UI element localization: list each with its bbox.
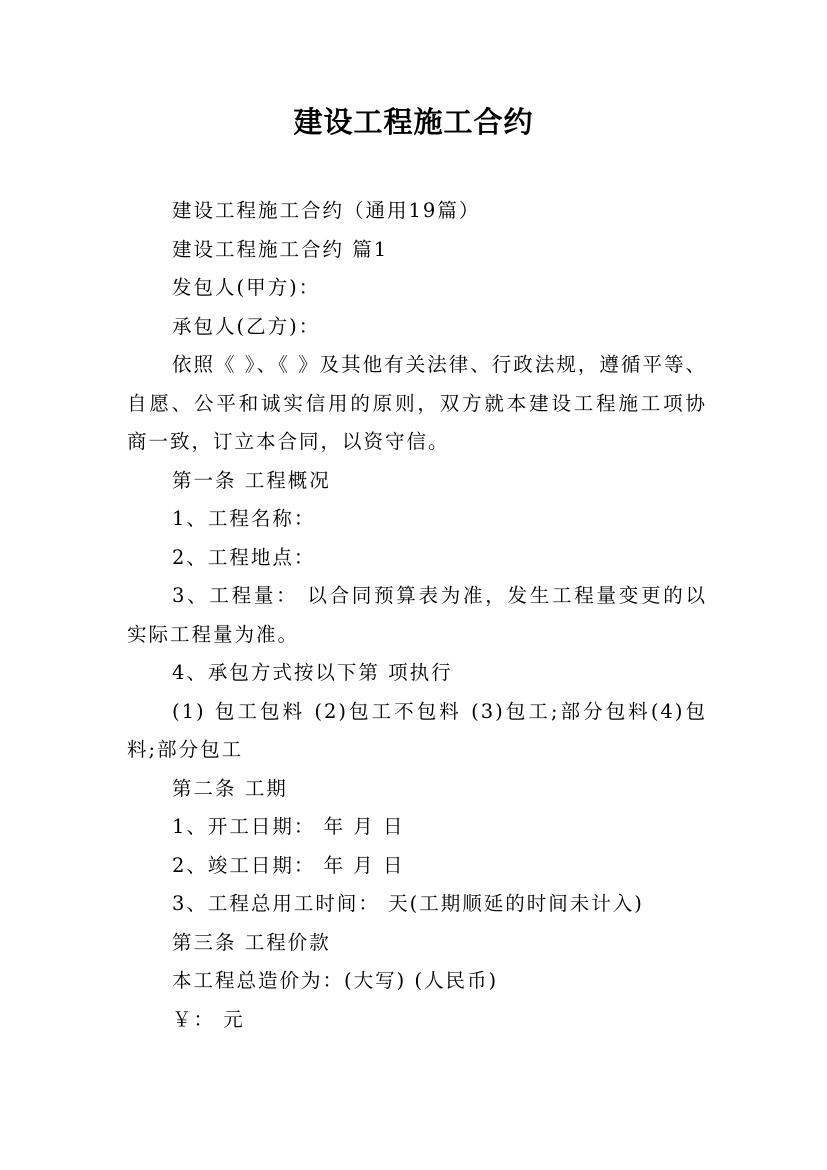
paragraph-article-3: 第三条 工程价款	[172, 930, 331, 954]
paragraph-start-date: 1、开工日期： 年 月 日	[172, 815, 405, 838]
paragraph-completion-date: 2、竣工日期： 年 月 日	[172, 853, 405, 877]
paragraph-project-name: 1、工程名称：	[172, 507, 316, 530]
paragraph-total-price: 本工程总造价为：(大写) (人民币)	[172, 969, 499, 992]
document-body	[127, 192, 707, 1039]
document-title: 建设工程施工合约	[293, 105, 534, 139]
paragraph-article-2: 第二条 工期	[172, 776, 288, 800]
paragraph-party-b: 承包人(乙方)：	[172, 314, 321, 338]
paragraph-contract-options: (1) 包工包料 (2)包工不包料 (3)包工;部分包料(4)包料;部分包工	[127, 699, 707, 761]
paragraph-total-days: 3、工程总用工时间： 天(工期顺延的时间未计入)	[172, 892, 644, 915]
paragraph-heading: 建设工程施工合约（通用19篇）	[172, 199, 481, 222]
paragraph-project-location: 2、工程地点：	[172, 545, 316, 569]
paragraph-preamble: 依照《 》、《 》及其他有关法律、行政法规，遵循平等、自愿、公平和诚实信用的原则，双方就本建设工程施工项协商一致，订立本合同，以资守信。	[127, 353, 707, 453]
paragraph-article-1: 第一条 工程概况	[172, 468, 331, 492]
paragraph-amount: ￥： 元	[172, 1007, 245, 1031]
paragraph-quantity: 3、工程量： 以合同预算表为准，发生工程量变更的以实际工程量为准。	[127, 584, 707, 646]
paragraph-contract-mode: 4、承包方式按以下第 项执行	[172, 661, 453, 684]
paragraph-subheading: 建设工程施工合约 篇1	[172, 237, 389, 261]
paragraph-party-a: 发包人(甲方)：	[172, 276, 321, 299]
